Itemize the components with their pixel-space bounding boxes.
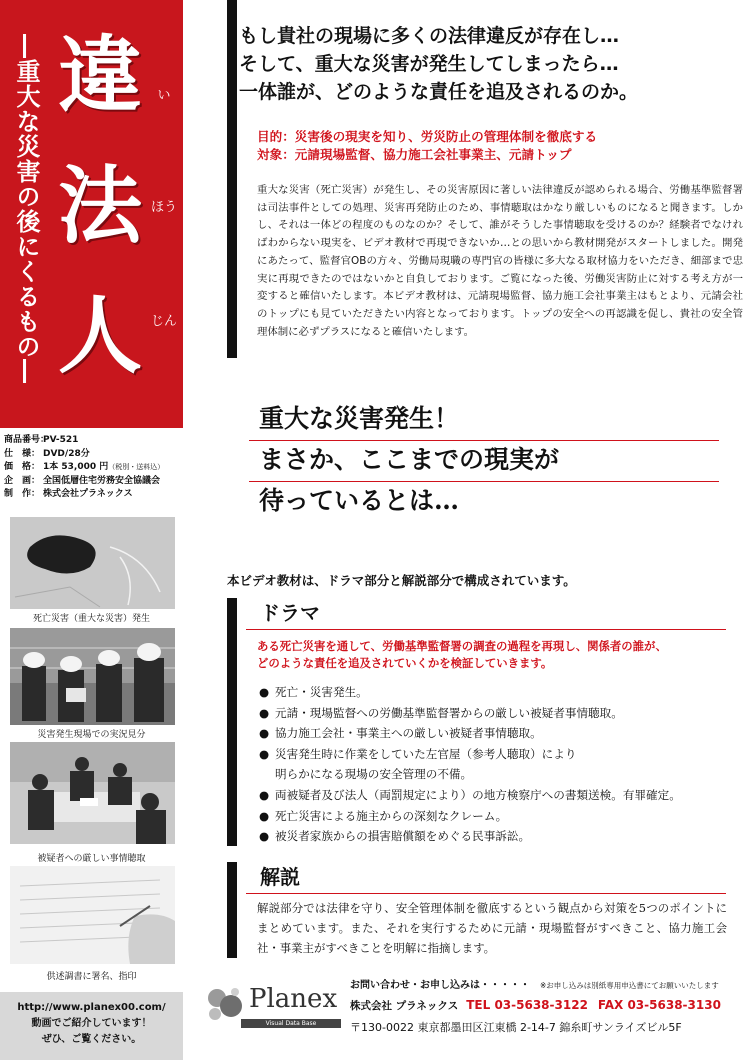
disaster-headline: 重大な災害発生！ まさか、ここまでの現実が 待っているとは… [249,400,719,523]
contact-note: ※お申し込みは別紙専用申込書にてお願いいたします [540,981,719,990]
photo-signing [10,866,175,964]
fax-number: FAX 03-5638-3130 [597,998,721,1012]
photo-caption: 供述調書に署名、指印 [46,972,137,982]
photo-caption: 死亡災害（重大な災害）発生 [32,614,150,624]
body-text: 重大な災害（死亡災害）が発生し、その災害原因に著しい法律違反が認められる場合、労働基準監督署は司法事件としての処理、災害再発防止のため、事情聴取はかなり厳しいものになると聞きます。しかし、それは一体どの程度のものなのか？そして、誰がそうした事情聴取を受けるのか？経験者でなければわからない現実を、ビデオ教材で再現できないか…との思いから教材開発がスタートしました。開発にあたって、監督官OBの方々、労働局現職の専門官の皆様に多大なる取材協力をいただき、細部まで忠実に再現できたのではないかと自負しております。ご覧になった後、労働災害防止に対する考え方が一変すると確信いたします。本ビデオ教材は、元請現場監督、協力施工会社事業主はもとより、元請会社のトップにも見ていただきたい内容となっております。トップの安全への再認識を促し、貴社の安全管理体制に必ずプラスになると確信いたします。 [257,184,743,338]
list-item: ● 災害発生時に作業をしていた左官屋（参考人聴取）により 明らかになる現場の安全管理の不備。 [259,746,577,782]
cover-subtitle: ―重大な災害の後にくるもの― [12,34,40,384]
structure-note: 本ビデオ教材は、ドラマ部分と解説部分で構成されています。 [227,573,576,588]
list-item: ● 死亡災害による施主からの深刻なクレーム。 [259,808,508,823]
purpose-target: 目的：災害後の現実を知り、労災防止の管理体制を徹底する 対象：元請現場監督、協力施工会社事業主、元請トップ [257,129,598,162]
right-column [183,0,750,1060]
cover-banner [0,0,183,428]
title-char-2: 法 [57,156,142,255]
planex-logo [203,984,343,1034]
logo-tagline: Visual Data Base [241,1019,341,1028]
photo-caption: 災害発生現場での実況見分 [37,730,146,740]
promo-box [0,992,183,1060]
planex-logo-mark-icon [203,984,247,1024]
kaisetsu-body: 解説部分では法律を守り、安全管理体制を徹底するという観点から対策を5つのポイントにまとめています。また、それを実行するために元請・現場監督がすべきこと、協力施工会社・事業主がすべきことを明解に指摘します。 [257,901,727,955]
photo-caption: 被疑者への厳しい事情聴取 [37,854,146,864]
list-item: ● 被災者家族からの損害賠償額をめぐる民事訴訟。 [259,829,531,844]
accent-bar [227,862,237,958]
photo-accident-scene [10,517,175,609]
spec-row: 商品番号： PV-521 [4,435,79,445]
photo-site-inspection [10,628,175,725]
contact-info [350,976,740,1035]
kaisetsu-heading: 解説 [246,864,726,894]
contact-heading: お問い合わせ・お申し込みは・・・・・ [350,980,530,991]
list-item: ● 死亡・災害発生。 [259,685,368,699]
phone-number[interactable]: TEL 03-5638-3122 [466,998,588,1012]
accent-bar [227,598,237,846]
website-url[interactable]: http://www.planex00.com/ [17,1002,166,1013]
photo-interrogation [10,742,175,844]
spec-row: 価 格： 1本 53,000 円 （税別・送料込） [4,462,165,472]
furigana-1: い [157,88,171,103]
product-specs [4,434,182,502]
logo-name: Planex [249,984,338,1014]
intro-heading: もし貴社の現場に多くの法律違反が存在し… そして、重大な災害が発生してしまったら… 一体誰が、どのような責任を追及されるのか。 [239,25,639,103]
promo-text: ぜひ、ご覧ください。 [41,1034,142,1045]
list-item: ● 元請・現場監督への労働基準監督署からの厳しい被疑者事情聴取。 [259,705,623,720]
company-name: 株式会社 プラネックス [350,1000,459,1012]
furigana-3: じん [150,314,177,329]
spec-row: 企 画： 全国低層住宅労務安全協議会 [4,475,161,486]
drama-description: ある死亡災害を通して、労働基準監督署の調査の過程を再現し、関係者の誰が、 どのような責任を追及されていくかを検証していきます。 [257,639,667,670]
spec-row: 仕 様： DVD/28分 [4,448,90,459]
title-char-1: 違 [57,26,142,125]
promo-text: 動画でご紹介しています！ [31,1018,152,1029]
furigana-2: ほう [150,200,177,215]
title-char-3: 人 [57,286,142,385]
left-column [0,0,183,1060]
company-address: 〒130-0022 東京都墨田区江東橋 2-14-7 錦糸町サンライズビル5F [350,1021,682,1034]
accent-bar [227,0,237,358]
list-item: ● 協力施工会社・事業主への厳しい被疑者事情聴取。 [259,726,542,741]
drama-bullet-list [259,682,681,847]
spec-row: 制 作： 株式会社プラネックス [4,489,133,499]
list-item: ● 両被疑者及び法人（両罰規定により）の地方検察庁への書類送検。有罪確定。 [259,787,681,802]
drama-heading: ドラマ [246,600,726,630]
